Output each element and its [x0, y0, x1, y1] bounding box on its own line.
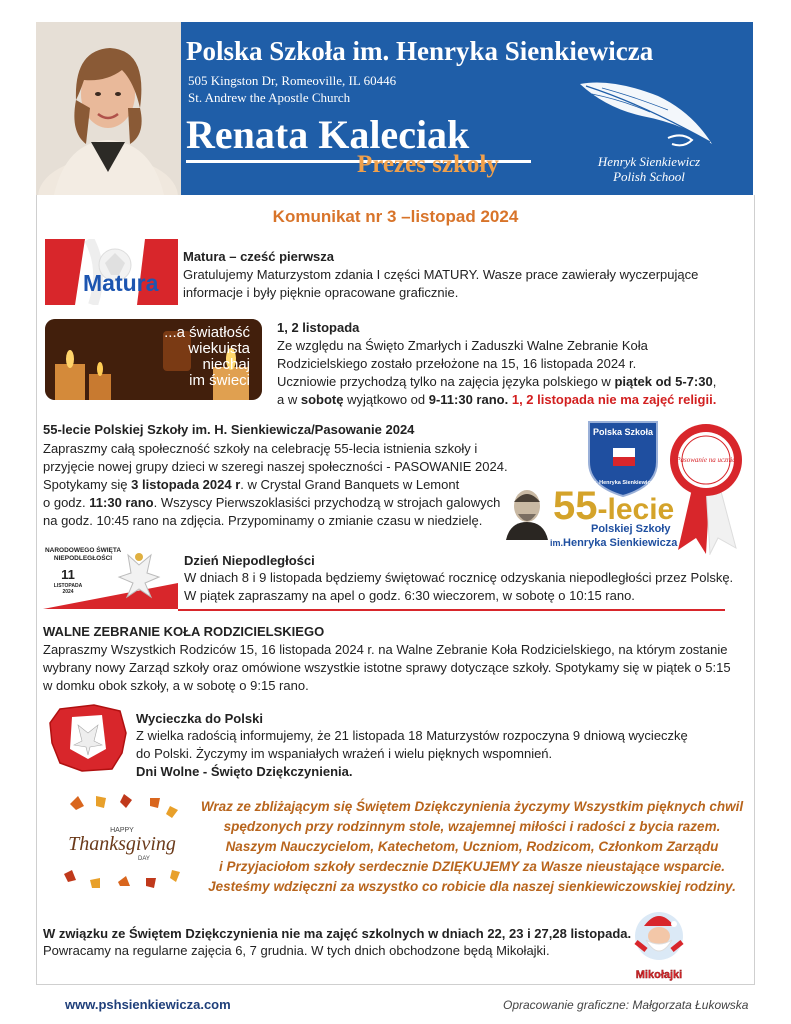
thanksgiving-message — [192, 797, 752, 897]
badge-text: im. Henryka Sienkiewicza — [589, 480, 657, 486]
matura-heading: Matura – cześć pierwsza — [183, 249, 335, 264]
independence-image-text: LISTOPADA — [53, 583, 83, 589]
nov12-heading: 1, 2 listopada — [277, 320, 360, 335]
thanksgiving-image-text: HAPPY — [110, 827, 134, 834]
candles-text: wiekuista — [188, 340, 250, 357]
independence-day-image — [43, 543, 178, 609]
santa-mikolajki-image — [616, 906, 702, 986]
thanks-line: Jesteśmy wdzięczni za wszystko co robicie dla naszej sienkiewiczowskiej rodziny. — [208, 879, 736, 894]
rosette-text: Pasowanie na ucznia — [676, 456, 736, 464]
anniversary-suffix: -lecie — [597, 493, 675, 526]
text-fragment: . Wszyscy Pierwszoklasiści przychodzą w strojach galowych na godz. 10:45 rano na zdjęcia. Przypominamy o zmianie czasu w niedzielę. — [43, 495, 501, 528]
matura-image — [45, 239, 178, 305]
text-fragment: a w — [277, 392, 301, 407]
candles-image — [45, 319, 262, 400]
red-divider — [178, 609, 725, 611]
candles-text: niechaj — [202, 356, 250, 373]
trip-heading: Wycieczka do Polski — [136, 711, 263, 726]
logo-line: Polish School — [613, 169, 685, 184]
school-name: Polska Szkoła im. Henryka Sienkiewicza — [186, 36, 654, 66]
independence-image-text: NARODOWEGO ŚWIĘTA — [44, 547, 122, 554]
text-fragment: piątek od 5-7:30 — [614, 374, 713, 389]
church-line: St. Andrew the Apostle Church — [188, 90, 351, 105]
thanksgiving-image — [52, 790, 192, 890]
graphic-credit: Opracowanie graficzne: Małgorzata Łukowska — [503, 998, 749, 1012]
thanks-line: i Przyjaciołom szkoły serdecznie DZIĘKUJEMY za Wasze nieustające wsparcie. — [219, 859, 725, 874]
no-religion-note: 1, 2 listopada nie ma zajęć religii. — [508, 392, 717, 407]
text-fragment: 11:30 rano — [89, 495, 154, 510]
meeting-text: Zapraszmy Wszystkich Rodziców 15, 16 listopada 2024 r. na Walne Zebranie Koła Rodzicielskiego, na którym zostanie wybrany nowy Zarząd szkoły oraz omówione wszystkie istotne sprawy dotyczące szkoły. Spotykamy się w piątek o 5:15 w domku obok szkoły, a w sobotę o 9:15 rano. — [43, 642, 731, 693]
thanks-line: spędzonych przy rodzinnym stole, wzajemnej miłości i radości z bycia razem. — [223, 819, 721, 834]
text-fragment: , — [712, 374, 717, 389]
nov12-text: Ze względu na Święto Zmarłych i Zaduszki Walne Zebranie Koła Rodzicielskiego zostało przełożone na 15, 16 listopada 2024 r. — [277, 338, 648, 371]
text-fragment: sobotę — [300, 392, 344, 407]
president-photo — [36, 22, 181, 195]
thanksgiving-image-text: DAY — [138, 856, 150, 862]
website-link[interactable]: www.pshsienkiewicza.com — [65, 997, 231, 1012]
text-fragment: 9-11:30 rano. — [428, 392, 509, 407]
anniversary-text-line — [43, 476, 459, 494]
school-logo-text — [574, 154, 724, 184]
text-fragment: Henryka Sienkiewicza — [563, 537, 678, 549]
anniversary-text-line — [43, 494, 513, 530]
meeting-heading: WALNE ZEBRANIE KOŁA RODZICIELSKIEGO — [43, 624, 325, 639]
quill-pen-icon — [572, 78, 722, 153]
trip-text: do Polski. Życzymy im wspaniałych wrażeń i wielu pięknych wspomnień. — [136, 746, 553, 761]
candles-text: ...a światłość — [164, 324, 250, 341]
matura-image-text: Matura — [83, 270, 159, 296]
thanks-line: Wraz ze zbliżającym się Świętem Dziękczynienia życzymy Wszystkim pięknych chwil — [200, 799, 744, 814]
logo-line: Henryk Sienkiewicz — [597, 154, 701, 169]
mikolajki-text: Mikołajki — [635, 969, 683, 981]
anniversary-heading: 55-lecie Polskiej Szkoły im. H. Sienkiewicza/Pasowanie 2024 — [43, 422, 415, 437]
text-fragment: Spotykamy się — [43, 477, 132, 492]
nov12-text-line — [277, 373, 716, 391]
independence-text: W piątek zapraszamy na apel o godz. 6:30 wieczorem, w sobotę o 10:15 rano. — [184, 588, 635, 603]
text-fragment: . w Crystal Grand Banquets w Lemont — [240, 477, 460, 492]
trip-text: Z wielka radością informujemy, że 21 listopada 18 Maturzystów rozpoczyna 9 dniową wycieczkę — [136, 728, 688, 743]
anniversary-sub — [550, 537, 677, 549]
text-fragment: 3 listopada 2024 r — [131, 477, 241, 492]
independence-heading: Dzień Niepodległości — [184, 553, 315, 568]
independence-image-text: 2024 — [62, 589, 74, 595]
nov12-text-line — [277, 391, 716, 409]
anniversary-number: 55 — [553, 484, 598, 528]
text-fragment: o godz. — [43, 495, 90, 510]
text-fragment: im. — [550, 538, 564, 548]
trip-holiday-note: Dni Wolne - Święto Dziękczynienia. — [136, 764, 353, 779]
closing-text: Powracamy na regularne zajęcia 6, 7 grudnia. W tych dnich obchodzone będą Mikołajki. — [43, 943, 550, 958]
poland-map-image — [46, 703, 130, 773]
president-name: Renata Kaleciak — [186, 112, 470, 157]
closing-text: W związku ze Świętem Dziękczynienia nie ma zajęć szkolnych w dniach 22, 23 i 27,28 listopada. — [43, 926, 632, 941]
thanks-line: Naszym Nauczycielom, Katechetom, Uczniom, Rodzicom, Członkom Zarządu — [225, 839, 719, 854]
independence-image-text: NIEPODLEGŁOŚCI — [53, 555, 113, 562]
text-fragment: Uczniowie przychodzą tylko na zajęcia języka polskiego w — [277, 374, 615, 389]
anniversary-sub: Polskiej Szkoły — [591, 523, 671, 535]
text-fragment: wyjątkowo od — [343, 392, 429, 407]
independence-text: W dniach 8 i 9 listopada będziemy świętować rocznicę odzyskania niepodległości przez Polskę. — [184, 570, 734, 585]
thanksgiving-image-title: Thanksgiving — [68, 833, 176, 855]
school-address — [188, 72, 396, 106]
matura-text: Gratulujemy Maturzystom zdania I części MATURY. Wasze prace zawierały wyczerpujące informacje i były pięknie opracowane graficznie. — [183, 267, 699, 300]
anniversary-text: Zapraszmy całą społeczność szkoły na celebrację 55-lecia istnienia szkoły i przyjęcie nowej grupy dzieci w szeregi naszej społeczności - PASOWANIE 2024. — [43, 441, 508, 474]
president-role: Prezes szkoły — [357, 151, 499, 178]
badge-text: Polska Szkoła — [592, 427, 654, 437]
bulletin-title: Komunikat nr 3 –listopad 2024 — [272, 207, 519, 226]
rosette-ribbon — [666, 420, 746, 555]
address-line: 505 Kingston Dr, Romeoville, IL 60446 — [188, 73, 397, 88]
candles-text: im świeci — [189, 372, 250, 389]
sienkiewicz-portrait — [500, 484, 554, 540]
independence-image-day: 11 — [61, 567, 75, 582]
